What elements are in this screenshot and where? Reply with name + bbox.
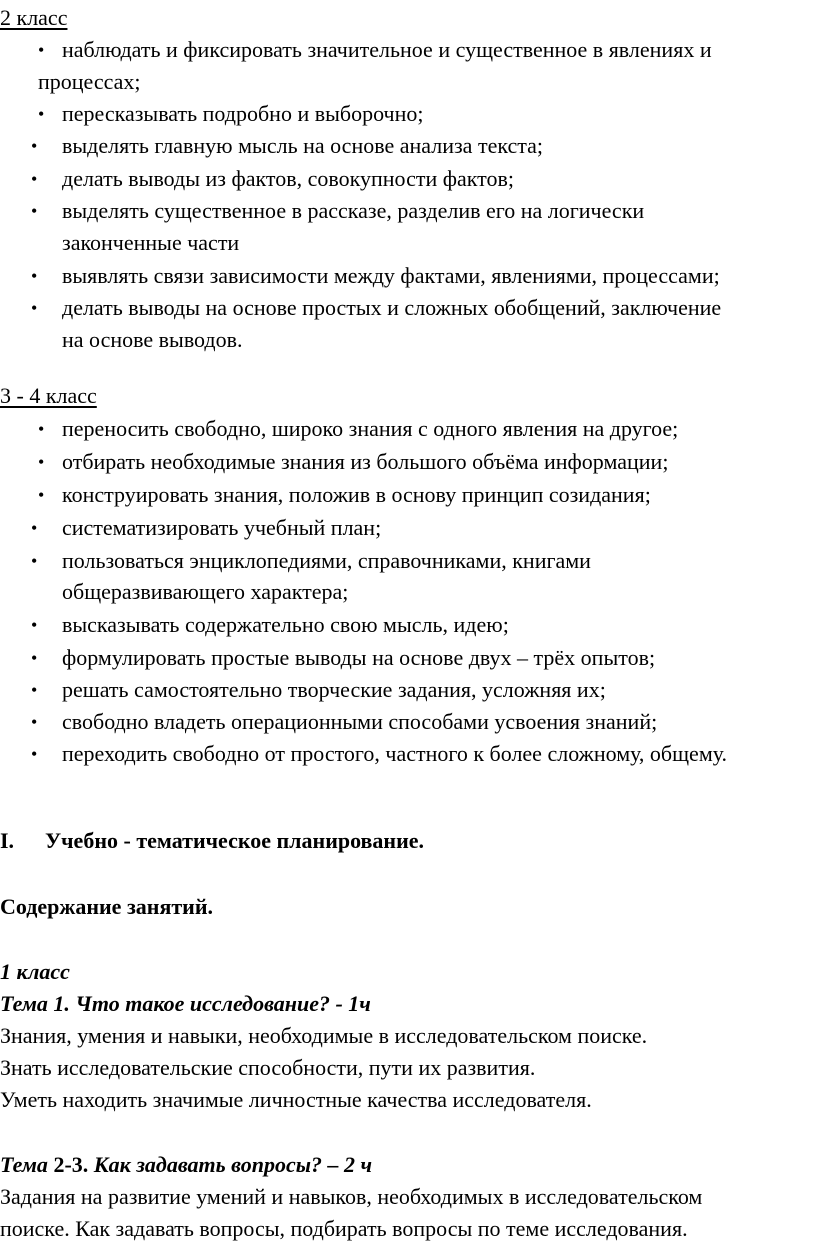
grade2-item-4: делать выводы из фактов, совокупности фактов; [62, 166, 514, 191]
topic23-title-a: Тема [0, 1152, 54, 1177]
grade34-item-4: систематизировать учебный план; [62, 515, 382, 540]
grade2-item-1: наблюдать и фиксировать значительное и существенное в явлениях и [62, 37, 712, 62]
grade34-item-1: переносить свободно, широко знания с одного явления на другое; [62, 416, 679, 441]
topic23-line-2: поиске. Как задавать вопросы, подбирать вопросы по теме исследования. [0, 1216, 688, 1241]
topic1-line-2: Знать исследовательские способности, пути их развития. [0, 1055, 536, 1080]
grade2-item-2: пересказывать подробно и выборочно; [62, 101, 424, 126]
grade2-item-1-cont: процессах; [38, 69, 141, 94]
grade2-item-5-cont: законченные части [62, 230, 240, 255]
bullet: • [38, 104, 45, 124]
grade34-item-3: конструировать знания, положив в основу принцип созидания; [62, 482, 651, 507]
topic23-title-b: 2-3. [53, 1152, 89, 1177]
bullet: • [31, 266, 38, 286]
bullet: • [31, 680, 38, 700]
grade1-heading: 1 класс [0, 959, 70, 984]
topic1-line-1: Знания, умения и навыки, необходимые в исследовательском поиске. [0, 1023, 648, 1048]
bullet: • [31, 169, 38, 189]
bullet: • [31, 712, 38, 732]
grade34-heading: 3 - 4 класс [0, 383, 97, 408]
bullet: • [31, 518, 38, 538]
section-title: Учебно - тематическое планирование. [45, 828, 425, 853]
contents-title: Содержание занятий. [0, 894, 214, 919]
grade2-item-6: выявлять связи зависимости между фактами, явлениями, процессами; [62, 263, 720, 288]
grade34-item-7: формулировать простые выводы на основе двух – трёх опытов; [62, 645, 656, 670]
topic1-line-3: Уметь находить значимые личностные качества исследователя. [0, 1087, 592, 1112]
topic23-title [0, 1152, 372, 1178]
grade34-item-9: свободно владеть операционными способами усвоения знаний; [62, 709, 658, 734]
bullet: • [31, 615, 38, 635]
bullet: • [38, 40, 45, 60]
grade34-item-5-cont: общеразвивающего характера; [62, 579, 349, 604]
bullet: • [31, 136, 38, 156]
bullet: • [38, 452, 45, 472]
bullet: • [38, 485, 45, 505]
grade34-item-6: высказывать содержательно свою мысль, идею; [62, 612, 509, 637]
grade2-item-5: выделять существенное в рассказе, разделив его на логически [62, 198, 645, 223]
grade34-item-8: решать самостоятельно творческие задания, усложняя их; [62, 677, 606, 702]
section-number: I. [0, 828, 15, 853]
bullet: • [31, 201, 38, 221]
grade34-item-2: отбирать необходимые знания из большого объёма информации; [62, 449, 669, 474]
grade2-item-7: делать выводы на основе простых и сложных обобщений, заключение [62, 295, 722, 320]
grade2-heading: 2 класс [0, 5, 68, 30]
bullet: • [31, 298, 38, 318]
bullet: • [38, 419, 45, 439]
grade2-item-7-cont: на основе выводов. [62, 327, 243, 352]
grade34-item-10: переходить свободно от простого, частного к более сложному, общему. [62, 741, 728, 766]
grade2-item-3: выделять главную мысль на основе анализа текста; [62, 133, 543, 158]
bullet: • [31, 648, 38, 668]
topic1-title: Тема 1. Что такое исследование? - 1ч [0, 991, 371, 1016]
bullet: • [31, 551, 38, 571]
topic23-title-c: Как задавать вопросы? – 2 ч [88, 1152, 373, 1177]
grade34-item-5: пользоваться энциклопедиями, справочниками, книгами [62, 548, 591, 573]
topic23-line-1: Задания на развитие умений и навыков, необходимых в исследовательском [0, 1184, 703, 1209]
bullet: • [31, 744, 38, 764]
